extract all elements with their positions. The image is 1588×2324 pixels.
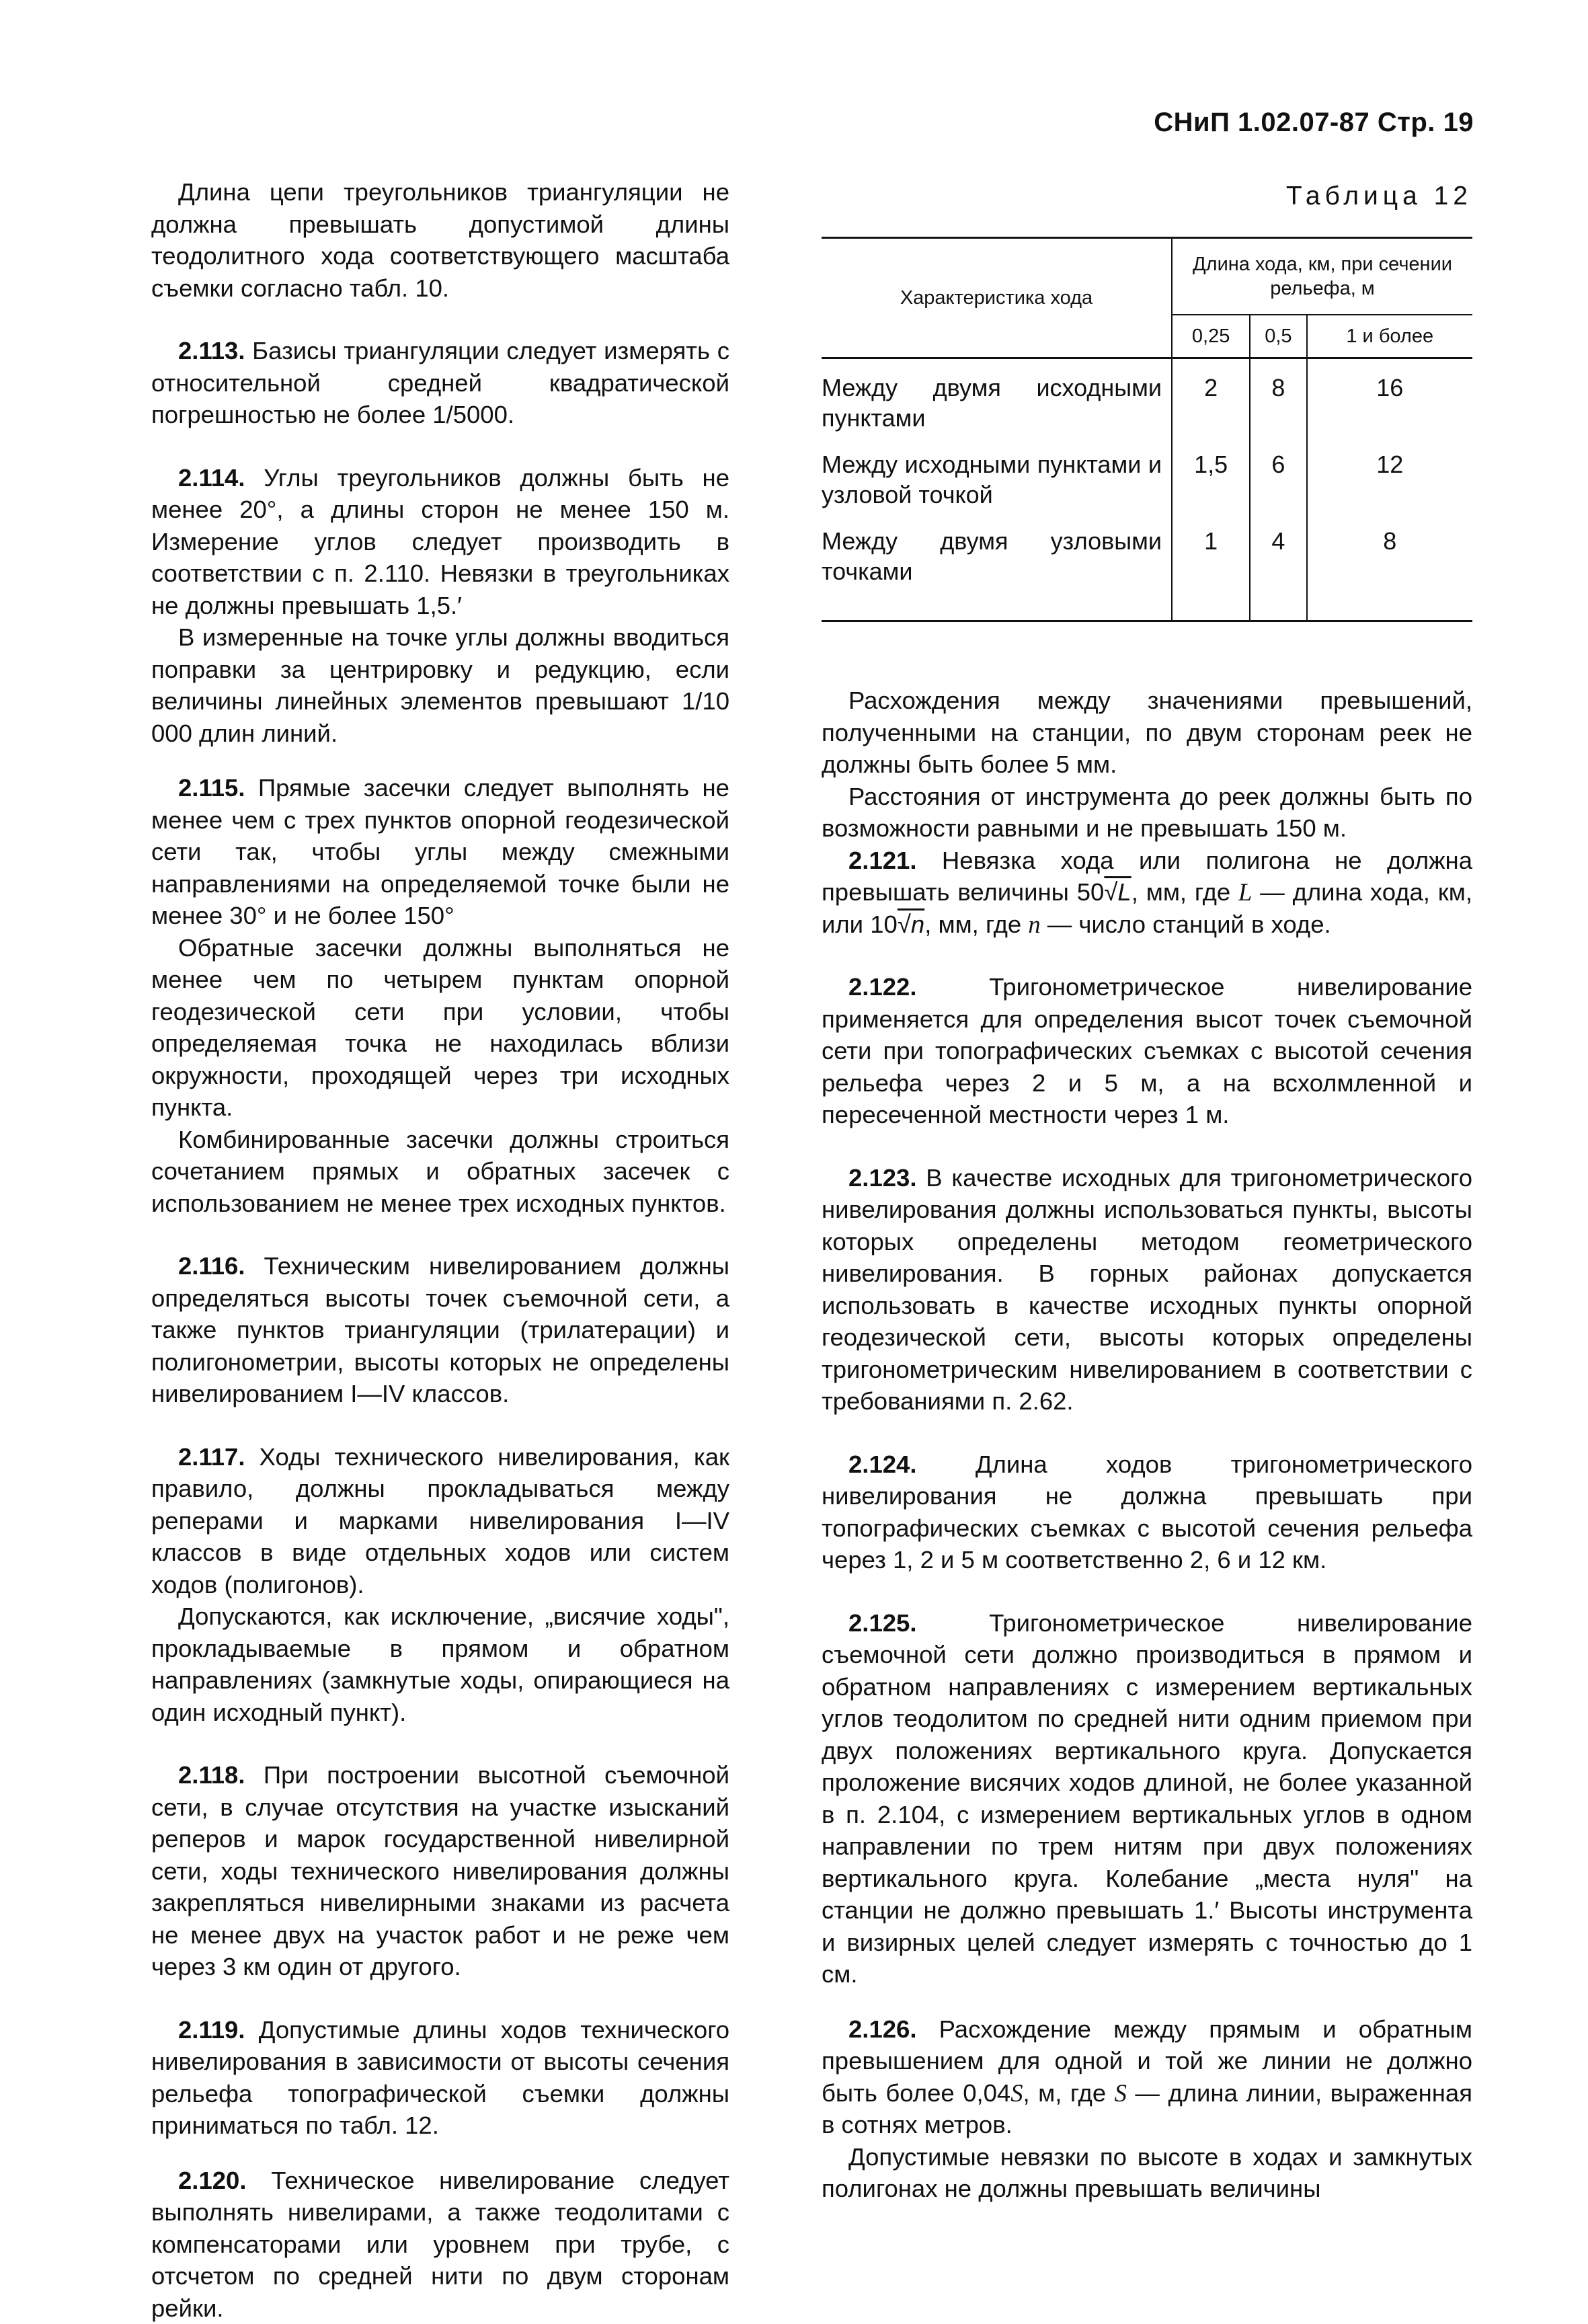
paragraph [151,1124,729,1220]
clause-text: Прямые засечки следует выполнять не менее чем с трех пунктов опорной геодезической сети так, чтобы углы между смежными направлениями на определяемой точке были не менее 30° и не более 150° [151,774,729,929]
paragraph [822,2141,1472,2205]
clause-number: 2.115. [178,774,245,802]
table-subheader: 1 и более [1307,315,1473,358]
paragraph-text: Допускаются, как исключение, „висячие ходы", прокладываемые в прямом и обратном направлениях (замкнутые ходы, опирающиеся на один исходный пункт). [151,1602,729,1726]
clause-2-115 [151,772,729,932]
cell-value: 8 [1307,512,1473,621]
page-header: СНиП 1.02.07-87 Стр. 19 [1154,108,1474,138]
clause-text: , м, где [1023,2079,1114,2107]
clause-2-125 [822,1607,1472,1990]
clause-text: Допустимые длины ходов технического нивелирования в зависимости от высоты сечения рельефа топографической съемки должны приниматься по табл. 12. [151,2016,729,2140]
paragraph [151,1600,729,1728]
paragraph [151,932,729,1124]
clause-number: 2.113. [178,337,245,364]
cell-value: 2 [1172,358,1250,436]
clause-number: 2.120. [178,2167,246,2194]
clause-text: — число станций в ходе. [1041,911,1331,938]
row-label: Между двумя узловыми точками [822,512,1172,621]
table-header-row [822,238,1472,315]
cell-value: 16 [1307,358,1473,436]
cell-value: 8 [1250,358,1306,436]
cell-value: 4 [1250,512,1306,621]
paragraph [151,176,729,304]
clause-text: Базисы триангуляции следует измерять с относительной средней квадратической погрешностью не более 1/5000. [151,337,729,428]
cell-value: 6 [1250,436,1306,512]
clause-text: , мм, где [1132,878,1238,906]
formula-var: S [1010,2079,1023,2107]
clause-number: 2.124. [848,1450,916,1478]
paragraph-text: Расстояния от инструмента до реек должны быть по возможности равными и не превышать 150 м. [822,783,1472,843]
formula-var: S [1115,2079,1127,2107]
paragraph-text: Расхождения между значениями превышений, полученными на станции, по двум сторонам реек не должны быть более 5 мм. [822,687,1472,778]
table-col-header: Характеристика хода [822,238,1172,358]
clause-2-113 [151,335,729,431]
formula-var: L [1238,878,1252,906]
clause-number: 2.121. [848,847,916,874]
clause-number: 2.117. [178,1443,245,1471]
paragraph-text: Комбинированные засечки должны строиться сочетанием прямых и обратных засечек с использованием не менее трех исходных пунктов. [151,1126,729,1217]
clause-2-121 [822,845,1472,941]
formula-var: L [1117,878,1131,906]
clause-text: Длина ходов тригонометрического нивелирования не должна превышать при топографических съемках с высотой сечения рельефа через 1, 2 и 5 м соответственно 2, 6 и 12 км. [822,1450,1472,1574]
left-column [151,176,729,2324]
table-caption: Таблица 12 [822,182,1472,211]
paragraph-text: Допустимые невязки по высоте в ходах и замкнутых полигонах не должны превышать величины [822,2143,1472,2203]
clause-text: Тригонометрическое нивелирование съемочной сети должно производиться в прямом и обратном направлениях с измерением вертикальных углов теодолитом по средней нити одним приемом при двух положениях вертикального круга. Допускается проложение висячих ходов длиной, не более указанной в п. 2.104, с измерением вертикальных углов в одном направлении по трем нитям при двух положениях вертикального круга. Колебание „места нуля" на станции не должно превышать 1.′ Высоты инструмента и визирных целей следует измерять с точностью до 1 см. [822,1609,1472,1988]
clause-2-114 [151,462,729,622]
clause-text: Тригонометрическое нивелирование применяется для определения высот точек съемочной сети при топографических съемках с высотой сечения рельефа через 2 и 5 м, а на всхолмленной и пересеченной местности через 1 м. [822,973,1472,1128]
paragraph-text: В измеренные на точке углы должны вводиться поправки за центрировку и редукцию, если величины линейных элементов превышают 1/10 000 длин линий. [151,623,729,747]
clause-text: Углы треугольников должны быть не менее 20°, а длины сторон не менее 150 м. Измерение углов следует производить в соответствии с п. 2.110. Невязки в треугольниках не должны превышать 1,5.′ [151,464,729,619]
table-group-header: Длина хода, км, при сечении рельефа, м [1172,238,1472,315]
clause-2-126 [822,2013,1472,2141]
clause-text: Невязка хода или полигона не должна превышать величины 50 [822,847,1472,906]
clause-text: Техническое нивелирование следует выполнять нивелирами, а также теодолитами с компенсаторами или уровнем при трубе, с отсчетом по средней нити по двум сторонам рейки. [151,2167,729,2322]
table-row [822,358,1472,436]
clause-text: В качестве исходных для тригонометрического нивелирования должны использоваться пункты, высоты которых определены методом геометрического нивелирования. В горных районах допускается использовать в качестве исходных пункты опорной геодезической сети, высоты которых определены тригонометрическим нивелированием в соответствии с требованиями п. 2.62. [822,1164,1472,1416]
clause-2-124 [822,1448,1472,1576]
row-label: Между двумя исходными пунктами [822,358,1172,436]
clause-text: — длина линии, выраженная в сотнях метров. [822,2079,1472,2139]
paragraph-text: Обратные засечки должны выполняться не менее чем по четырем пунктам опорной геодезической сети при условии, чтобы определяемая точка не находилась вблизи окружности, проходящей через три исходных пункта. [151,934,729,1122]
clause-number: 2.126. [848,2015,916,2043]
clause-2-117 [151,1441,729,1601]
clause-text: , мм, где [924,911,1028,938]
clause-text: — длина хода, км, или 10 [822,878,1472,938]
cell-value: 1 [1172,512,1250,621]
right-column [822,685,1472,2205]
cell-value: 1,5 [1172,436,1250,512]
clause-2-123 [822,1162,1472,1418]
table-12 [822,237,1472,622]
clause-number: 2.123. [848,1164,916,1192]
clause-2-119 [151,2014,729,2142]
clause-text: При построении высотной съемочной сети, в случае отсутствия на участке изысканий реперов и марок государственной нивелирной сети, ходы технического нивелирования должны закрепляться нивелирными знаками из расчета не менее двух на участок работ и не реже чем через 3 км один от другого. [151,1761,729,1980]
clause-number: 2.122. [848,973,916,1001]
clause-text: Техническим нивелированием должны определяться высоты точек съемочной сети, а также пунктов триангуляции (трилатерации) и полигонометрии, высоты которых не определены нивелированием I—IV классов. [151,1252,729,1407]
clause-number: 2.119. [178,2016,245,2044]
clause-number: 2.125. [848,1609,916,1637]
table-subheader: 0,5 [1250,315,1306,358]
table-row [822,512,1472,621]
clause-number: 2.118. [178,1761,245,1789]
paragraph [822,685,1472,781]
clause-2-116 [151,1250,729,1410]
clause-2-118 [151,1759,729,1983]
clause-2-120 [151,2165,729,2324]
table-row [822,436,1472,512]
formula-var: n [911,911,924,938]
paragraph [151,621,729,749]
paragraph-text: Длина цепи треугольников триангуляции не должна превышать допустимой длины теодолитного хода соответствующего масштаба съемки согласно табл. 10. [151,178,729,302]
formula-var: n [1028,911,1040,938]
clause-text: Ходы технического нивелирования, как правило, должны прокладываться между реперами и марками нивелирования I—IV классов в виде отдельных ходов или систем ходов (полигонов). [151,1443,729,1598]
cell-value: 12 [1307,436,1473,512]
table-subheader: 0,25 [1172,315,1250,358]
sqrt-symbol: √n [898,911,924,938]
clause-text: Расхождение между прямым и обратным превышением для одной и той же линии не должно быть более 0,04 [822,2015,1472,2107]
paragraph [822,781,1472,845]
clause-number: 2.116. [178,1252,245,1280]
sqrt-symbol: √L [1104,878,1131,906]
clause-2-122 [822,971,1472,1131]
clause-number: 2.114. [178,464,245,492]
row-label: Между исходными пунктами и узловой точкой [822,436,1172,512]
